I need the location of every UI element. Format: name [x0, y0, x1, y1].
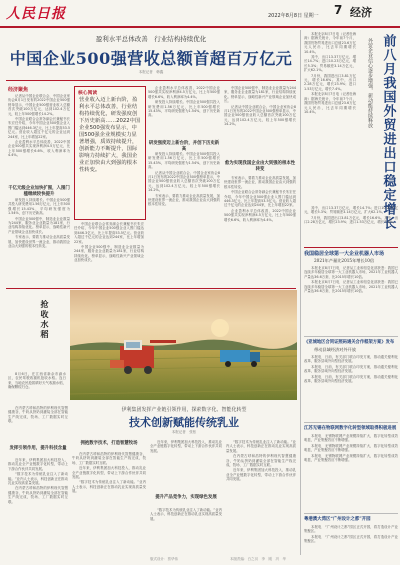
trade-body-column-1: 本报北京8月7日电（记者杜海涛）据海关统计，今年前7个月，我国货物贸易进出口总值23.6万亿元人民币，比去年同期增长10.4%。 其中，出口13.37万亿元，增长14.7%；进口10.23万亿元，增长5.3%；贸易顺差3.14万亿元，扩大62.1%。 7月份，我国进出口3.81万亿元，增长16.6%。其中，出口2.28万亿元，增长23.9%；进口1.53万亿元，增长7.4%。 本报北京8月7日电（记者杜海涛）据海关统计，今年前7个月，我国货物贸易进出口总值23.6万亿元人民币，比去年同期增长10.4%。 [304, 32, 356, 114]
summary-body: 营业收入迈上新台阶，盈利水平总体改善，行业结构持续优化，研发强度创下历史新高……2022中国企业500强发布显示，中国500强企业规模实力显著增强，质效持续提升，创新能力不断提升，国际影响力持续扩大，我国企业正加快由大到强的根本性转变。 [79, 97, 141, 173]
photo-rule [6, 288, 296, 289]
column-tag: 经济聚焦 [8, 87, 29, 93]
trade-body-column-2: 其中，出口13.37万亿元，增长14.7%；进口10.23万亿元，增长5.3%；贸易顺差3.14万亿元，扩大62.1%。 7月份，我国进出口3.81万亿元，增长16.6%。其中，出口2.28万亿元，增长23.9%；进口1.53万亿元，增长7.4%。 [304, 206, 398, 225]
right-rule-3 [304, 422, 398, 423]
customs-subhead: 带动县域经济对外开放 [314, 347, 356, 352]
robot-body: 本报北京8月7日电 记者从工业和信息化部获悉：我国已连续多年稳居全球第一大工业机器人市场，2021年工业机器人产量达36.6万套，比2015年增长10倍。 本报北京8月7日电 记者从工业和信息化部获悉：我国已连续多年稳居全球第一大工业机器人市场，2021年工业机器人产量达36.6万套，比2015年增长10倍。 [304, 266, 398, 294]
mid-headline: 技术创新赋能传统乳业 [129, 416, 239, 429]
iot-body: 本报电 无锡物联网产业规模持续扩大，数字化转型成效明显，产业集聚效应不断增强。 本报电 无锡物联网产业规模持续扩大，数字化转型成效明显，产业集聚效应不断增强。 本报电 无锡物联网产业规模持续扩大，数字化转型成效明显，产业集聚效应不断增强。 [304, 434, 398, 463]
footer-editors: 本版责编：白之羽 李 刚 冯 华 [230, 557, 286, 561]
lead-headline: 中国企业500强营收总额首超百万亿元 [9, 49, 293, 68]
mid-subhead-b: 提升产品竞争力，实现绿色发展 [155, 495, 217, 500]
issue-date: 2022年8月8日 星期一 [268, 13, 319, 19]
newspaper-logo: 人民日报 [6, 6, 66, 22]
footer-design-credit: 版式设计：蔡华伟 [150, 557, 178, 561]
customs-body: 本报电 日前，有关部门联合印发方案，推动通关便利化改革，服务县域外向型经济发展。 本报电 日前，有关部门联合印发方案，推动通关便利化改革，服务县域外向型经济发展。 本报电 日前，有关部门联合印发方案，推动通关便利化改革，服务县域外向型经济发展。 [304, 355, 398, 384]
lead-body-column-3a: 企业盈利水平总体改善，2022中国企业500强共实现净利润4.5万亿元，比上年500强增长6.6%，收入利润率为4.4%。 研发投入持续增长。中国企业500强共投入研发费用1.56万亿元，比上年500强增长15.43%，平均研发强度为1.54%，创下历史新高。 [148, 86, 220, 118]
harvest-photo [70, 290, 297, 400]
lead-subhead-2: 研发强度迈上新台阶，并创下历史新高 [148, 141, 220, 152]
design-body: 本报电 “广州设计之都”园区正式开园，将打造设计产业集聚区。 本报电 “广州设计之都”园区正式开园，将打造设计产业集聚区。 [304, 525, 398, 544]
lead-rule [6, 80, 296, 81]
lead-kicker: 盈利水平总体改善 行业结构持续优化 [95, 35, 207, 43]
lead-byline: 本报记者 韩鑫 [138, 70, 164, 74]
iot-headline: 江苏无锡在物联网数字化转型领域取得积极进展 [304, 426, 397, 431]
lead-body-column-4a: 中国企业500强中，制造业企业数量为244家，服务业企业数量为181家，行业结构持续优化。榜单显示，战略性新兴产业领域企业加快成长。 记者从中国企业联合会、中国企业家协会8月1日发布的2022中国企业500强榜单显示，中国企业500强营业收入总额首次突破100万亿元，达到102.4万亿元，较上年500强增长14.2%。 [224, 86, 296, 127]
photo-caption-title: 抢收水稻 [40, 300, 50, 340]
mid-byline: 本报记者 张枨 [171, 430, 197, 434]
mid-body-column-3a: 近年来，伊利集团加大科技投入，推动乳业全产业链数字化转型，带动上下游合作伙伴共同发展。 [150, 440, 222, 453]
footer [0, 557, 400, 565]
column-divider [300, 30, 301, 555]
robot-headline: 我国稳居全球第一大企业机器人市场 [304, 251, 385, 257]
mid-kicker: 伊利集团发挥产业链引领作用，探索数字化、智能化转型 [121, 407, 247, 413]
lead-body-column-4b: 专家表示，要着力推动企业高质量发展，加快建设世界一流企业，推动我国企业由大到强的根本性转变。 中国企业联合会常务副会长兼秘书长朱宏任介绍，今年中国企业500强企业入围门槛达到446.3亿元，比上年提高53.5亿元。营业收入超过千亿元的企业达到244家，比上年增加22家。 企业盈利水平总体改善，2022中国企业500强共实现净利润4.5万亿元，比上年500强增长6.6%，收入利润率为4.4%。 [224, 176, 296, 222]
page-section: 经济 [350, 6, 372, 19]
page-number: 7 [334, 3, 343, 17]
photo-caption-body: 8月6日，在江西省新余市渝水区，农民驾驶收割机抢收水稻。连日来，当地农民抢抓晴好天气收割水稻，确保颗粒归仓。 [8, 372, 66, 390]
right-rule-4 [304, 513, 398, 514]
mid-body-column-2: 在内蒙古呼和浩特的伊利现代智慧健康谷，牛奶从挤奶到灌装全部在智能生产线完成，牧场、工厂数据实时互联。 近年来，伊利集团加大科技投入，推动乳业全产业链数字化转型，带动上下游合作伙伴共同发展。 “数字技术为传统乳业注入了新动能。”业内人士表示，科技创新正在推动乳业实现高质量发展。 [72, 452, 146, 494]
summary-title: 核心阅读 [78, 90, 98, 96]
robot-subhead: 2021年产量比2015年增长10倍 [314, 258, 375, 263]
summary-box [74, 86, 146, 220]
trade-headline: 前八月我国外贸进出口稳定增长 [380, 34, 396, 230]
lead-subhead-1: 千亿元级企业加快扩围，入围门槛继续较快提升 [8, 186, 70, 197]
lead-body-column-3b: 研发投入持续增长。中国企业500强共投入研发费用1.56万亿元，比上年500强增长15.43%，平均研发强度为1.54%，创下历史新高。 记者从中国企业联合会、中国企业家协会8月1日发布的2022中国企业500强榜单显示，中国企业500强营业收入总额首次突破100万亿元，达到102.4万亿元，较上年500强增长14.2%。 专家表示，要着力推动企业高质量发展，加快建设世界一流企业，推动我国企业由大到强的根本性转变。 [148, 152, 220, 207]
lead-body-column-2: 中国企业联合会常务副会长兼秘书长朱宏任介绍，今年中国企业500强企业入围门槛达到446.3亿元，比上年提高53.5亿元。营业收入超过千亿元的企业达到244家，比上年增加22家。 中国企业500强中，制造业企业数量为244家，服务业企业数量为181家，行业结构持续优化。榜单显示，战略性新兴产业领域企业加快成长。 [74, 222, 144, 263]
mid-subhead-a: 拥抱数字技术，打造智慧牧场 [80, 441, 138, 446]
mid-body-column-3b: “数字技术为传统乳业注入了新动能。”业内人士表示，科技创新正在推动乳业实现高质量发展。 [150, 508, 222, 521]
mid-body-column-1a: 在内蒙古呼和浩特的伊利现代智慧健康谷，牛奶从挤奶到灌装全部在智能生产线完成，牧场、工厂数据实时互联。 [8, 406, 68, 424]
lead-subhead-3: 愈为实现我国企业由大到强的根本性转变 [224, 161, 296, 172]
mid-body-column-1b: 近年来，伊利集团加大科技投入，推动乳业全产业链数字化转型，带动上下游合作伙伴共同发展。 “数字技术为传统乳业注入了新动能。”业内人士表示，科技创新正在推动乳业实现高质量发展。 在内蒙古呼和浩特的伊利现代智慧健康谷，牛奶从挤奶到灌装全部在智能生产线完成，牧场、工厂数据实时互联。 [8, 458, 68, 504]
trade-subtitle: 外贸企业信心逐步增强，新动能持续释放 [367, 38, 373, 128]
right-rule-2 [304, 336, 398, 337]
mid-body-column-4: “数字技术为传统乳业注入了新动能。”业内人士表示，科技创新正在推动乳业实现高质量发展。 在内蒙古呼和浩特的伊利现代智慧健康谷，牛奶从挤奶到灌装全部在智能生产线完成，牧场、工厂数据实时互联。 近年来，伊利集团加大科技投入，推动乳业全产业链数字化转型，带动上下游合作伙伴共同发展。 [226, 440, 296, 482]
lead-body-column-1b: 研发投入持续增长。中国企业500强共投入研发费用1.56万亿元，比上年500强增长15.43%，平均研发强度为1.54%，创下历史新高。 中国企业500强中，制造业企业数量为244家，服务业企业数量为181家，行业结构持续优化。榜单显示，战略性新兴产业领域企业加快成长。 专家表示，要着力推动企业高质量发展，加快建设世界一流企业，推动我国企业由大到强的根本性转变。 [8, 198, 70, 249]
right-rule-1 [304, 247, 398, 248]
customs-headline: 《亚城地区合同证照码通关合作框架方案》发布 [304, 340, 395, 345]
lead-body-column-1: 记者从中国企业联合会、中国企业家协会8月1日发布的2022中国企业500强榜单显示，中国企业500强营业收入总额首次突破100万亿元，达到102.4万亿元，较上年500强增长14.2%。 中国企业联合会常务副会长兼秘书长朱宏任介绍，今年中国企业500强企业入围门槛达到446.3亿元，比上年提高53.5亿元。营业收入超过千亿元的企业达到244家，比上年增加22家。 企业盈利水平总体改善，2022中国企业500强共实现净利润4.5万亿元，比上年500强增长6.6%，收入利润率为4.4%。 [8, 94, 70, 158]
mid-left-subhead: 发挥引领作用，提升科技含量 [9, 446, 67, 451]
design-headline: 粤港澳大湾区“广州设计之都”开园 [304, 517, 371, 522]
